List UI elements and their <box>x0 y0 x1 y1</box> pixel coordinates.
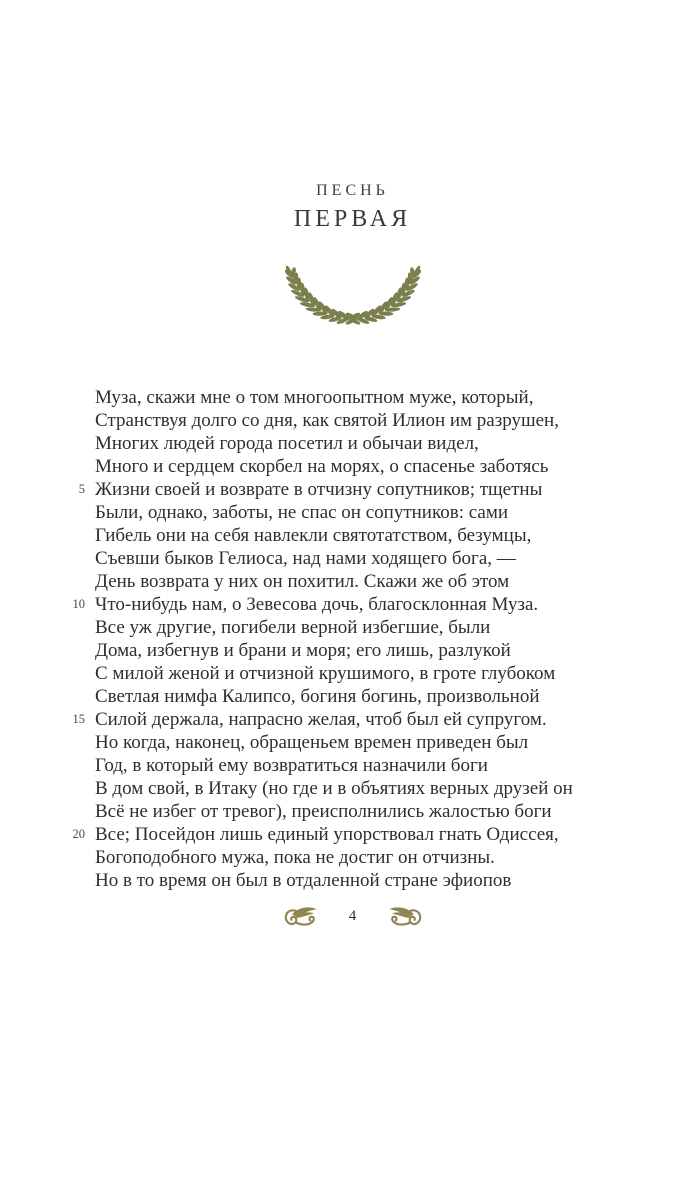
poem-line-text: Гибель они на себя навлекли святотатством, безумцы, <box>95 525 532 546</box>
poem-line <box>95 616 610 639</box>
wreath-ornament <box>95 252 610 332</box>
poem-line <box>95 869 610 892</box>
page-number: 4 <box>348 907 357 924</box>
poem-line-text: Всё не избег от тревог), преисполнились жалостью боги <box>95 801 552 822</box>
poem-line-text: Многих людей города посетил и обычаи видел, <box>95 433 479 454</box>
poem-line <box>95 777 610 800</box>
laurel-wreath-icon <box>272 252 434 332</box>
page-footer <box>95 905 610 927</box>
poem-line <box>78 478 610 501</box>
poem-line-text: С милой женой и отчизной крушимого, в гроте глубоком <box>95 663 556 684</box>
line-number: 20 <box>72 827 85 841</box>
poem-line <box>72 593 610 616</box>
poem-line-text: Муза, скажи мне о том многоопытном муже, который, <box>95 387 534 408</box>
poem-line-text: Жизни своей и возврате в отчизну сопутников; тщетны <box>95 479 543 500</box>
poem-line-text: Много и сердцем скорбел на морях, о спасенье заботясь <box>95 456 549 477</box>
line-number: 15 <box>72 712 85 726</box>
poem-line <box>95 570 610 593</box>
poem-line-text: Силой держала, напрасно желая, чтоб был ей супругом. <box>95 709 547 730</box>
poem-line-text: В дом свой, в Итаку (но где и в объятиях верных друзей он <box>95 778 573 799</box>
poem-line-text: Все; Посейдон лишь единый упорствовал гнать Одиссея, <box>95 824 559 845</box>
canto-number-title: ПЕРВАЯ <box>293 206 412 232</box>
scroll-flourish-left-icon <box>283 906 320 927</box>
poem-line <box>95 547 610 570</box>
poem-line-text: Все уж другие, погибели верной избегшие, были <box>95 617 491 638</box>
poem <box>72 386 610 892</box>
poem-line <box>95 455 610 478</box>
poem-line <box>95 662 610 685</box>
poem-line-text: Богоподобного мужа, пока не достиг он отчизны. <box>95 847 495 868</box>
poem-line <box>72 823 610 846</box>
poem-line <box>95 639 610 662</box>
scroll-flourish-right-icon <box>386 906 423 927</box>
poem-line <box>95 846 610 869</box>
poem-line <box>95 409 610 432</box>
poem-line-text: Светлая нимфа Калипсо, богиня богинь, произвольной <box>95 686 540 707</box>
poem-line <box>95 685 610 708</box>
poem-line <box>95 800 610 823</box>
poem-line <box>95 754 610 777</box>
line-number: 5 <box>78 482 85 496</box>
poem-line-text: Съевши быков Гелиоса, над нами ходящего бога, — <box>95 548 516 569</box>
canto-header <box>95 183 610 332</box>
poem-line-text: Но когда, наконец, обращеньем времен приведен был <box>95 732 529 753</box>
poem-line <box>72 708 610 731</box>
line-number: 10 <box>72 597 85 611</box>
poem-line-text: Но в то время он был в отдаленной стране эфиопов <box>95 870 512 891</box>
poem-line-text: День возврата у них он похитил. Скажи же об этом <box>95 571 510 592</box>
poem-line-text: Странствуя долго со дня, как святой Илион им разрушен, <box>95 410 559 431</box>
poem-line <box>95 501 610 524</box>
canto-label: ПЕСНЬ <box>316 182 389 199</box>
poem-line <box>95 731 610 754</box>
poem-line-text: Год, в который ему возвратиться назначили боги <box>95 755 488 776</box>
poem-line-text: Дома, избегнув и брани и моря; его лишь, разлукой <box>95 640 511 661</box>
book-page <box>0 183 681 1183</box>
poem-line-text: Были, однако, заботы, не спас он сопутников: сами <box>95 502 509 523</box>
poem-line <box>95 386 610 409</box>
poem-line-text: Что-нибудь нам, о Зевесова дочь, благосклонная Муза. <box>95 594 539 615</box>
poem-line <box>95 524 610 547</box>
poem-line <box>95 432 610 455</box>
